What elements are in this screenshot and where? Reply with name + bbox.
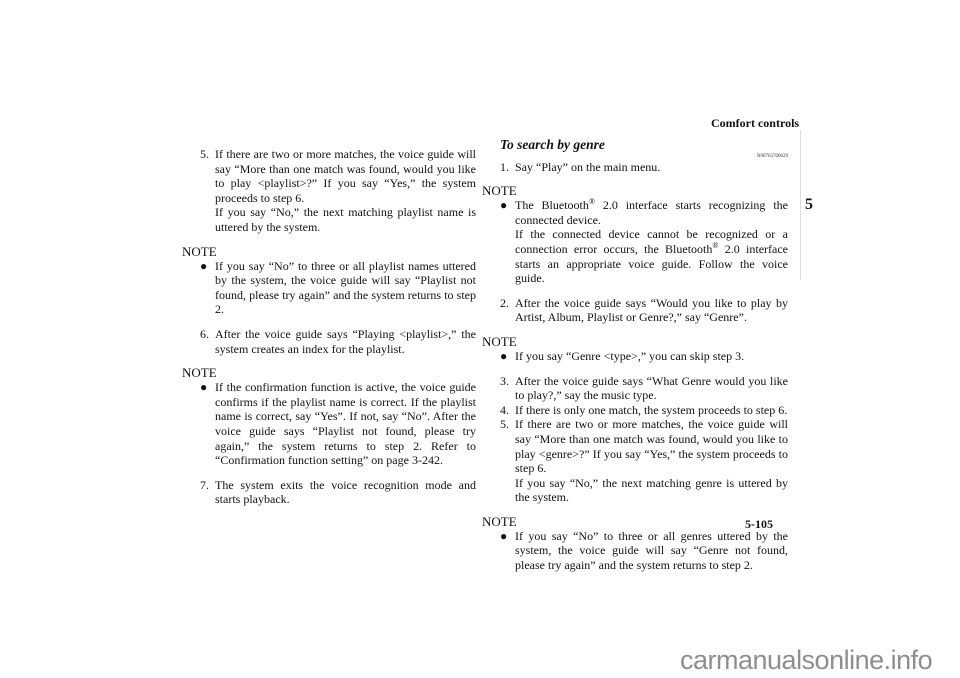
- step-number: 5.: [200, 147, 209, 161]
- bullet-icon: ●: [200, 258, 208, 273]
- step-5-playlist: [200, 147, 476, 235]
- step-5-genre: [500, 417, 788, 505]
- step-number: 7.: [200, 477, 209, 492]
- note-label: NOTE: [482, 183, 517, 199]
- step-number: 3.: [500, 373, 509, 388]
- step-text: After the voice guide says “Would you like to play by Artist, Album, Playlist or Genre?,” say “Genre”.: [515, 295, 788, 325]
- step-text: If there are two or more matches, the voice guide will say “More than one match was found, would you like to play <genre>?” If you say “Yes,” the system proceeds to step 6.: [515, 417, 788, 476]
- step-4-genre: [500, 403, 788, 418]
- note-text-continued: If the connected device cannot be recognized or a connection error occurs, the Bluetooth® 2.0 interface starts an appropriate voice guide. Follow the voice guide.: [515, 227, 788, 286]
- note-text: The Bluetooth® 2.0 interface starts recognizing the connected device.: [515, 197, 788, 227]
- section-heading: To search by genre: [500, 137, 605, 152]
- step-number: 1.: [500, 159, 509, 174]
- watermark-link[interactable]: carmanualsonline.info: [680, 645, 933, 675]
- bullet-icon: ●: [500, 348, 508, 363]
- step-number: 4.: [500, 402, 509, 417]
- note-bullet: [500, 529, 788, 573]
- note-label: NOTE: [182, 243, 217, 259]
- step-text-continued: If you say “No,” the next matching genre is uttered by the system.: [515, 475, 788, 505]
- bullet-icon: ●: [200, 380, 208, 395]
- step-text: After the voice guide says “Playing <playlist>,” the system creates an index for the playlist.: [215, 326, 476, 356]
- note-text: If the confirmation function is active, the voice guide confirms if the playlist name is correct. If the playlist name is correct, say “Yes”. If not, say “No”. After the voice guide says “Playlist not found, please try again,” the system returns to step 2. Refer to “Confirmation function setting” on page 3-242.: [215, 380, 476, 468]
- note-label: NOTE: [182, 365, 217, 381]
- chapter-tab-number: 5: [805, 196, 813, 213]
- step-7-playlist: [200, 478, 476, 507]
- bullet-icon: ●: [500, 528, 508, 543]
- step-number: 2.: [500, 295, 509, 310]
- step-text: After the voice guide says “What Genre would you like to play?,” say the music type.: [515, 373, 788, 403]
- step-3-genre: [500, 374, 788, 403]
- note-label: NOTE: [482, 513, 517, 529]
- registered-mark: ®: [588, 197, 595, 207]
- note-label: NOTE: [482, 333, 517, 349]
- registered-mark: ®: [712, 240, 719, 250]
- step-6-playlist: [200, 327, 476, 356]
- step-text: Say “Play” on the main menu.: [515, 159, 661, 174]
- step-number: 5.: [500, 417, 509, 432]
- step-number: 6.: [200, 326, 209, 341]
- right-column: [482, 137, 788, 573]
- note-text: If you say “No” to three or all genres uttered by the system, the voice guide will say “Genre not found, please try again” and the system returns to step 2.: [515, 528, 788, 573]
- note-bullet: [500, 198, 788, 286]
- note-bullet: [200, 380, 476, 468]
- left-column: [182, 147, 476, 507]
- step-text: If there is only one match, the system proceeds to step 6.: [515, 402, 788, 417]
- note-bullet: [500, 349, 788, 364]
- note-text: If you say “No” to three or all playlist names uttered by the system, the voice guide will say “Playlist not found, please try again” and the system returns to step 2.: [215, 258, 476, 317]
- reference-code: N00763700029: [756, 153, 788, 159]
- step-2-genre: [500, 296, 788, 325]
- step-text: The system exits the voice recognition mode and starts playback.: [215, 477, 476, 507]
- step-text-continued: If you say “No,” the next matching playlist name is uttered by the system.: [215, 205, 476, 234]
- note-bullet: [200, 259, 476, 317]
- page-number: 5-105: [745, 517, 773, 531]
- bullet-icon: ●: [500, 198, 508, 213]
- section-header: Comfort controls: [711, 116, 800, 130]
- step-text: If there are two or more matches, the voice guide will say “More than one match was found, would you like to play <playlist>?” If you say “Yes,” the system proceeds to step 6.: [215, 147, 476, 205]
- note-text: If you say “Genre <type>,” you can skip step 3.: [515, 348, 745, 363]
- step-1-genre: [500, 160, 788, 175]
